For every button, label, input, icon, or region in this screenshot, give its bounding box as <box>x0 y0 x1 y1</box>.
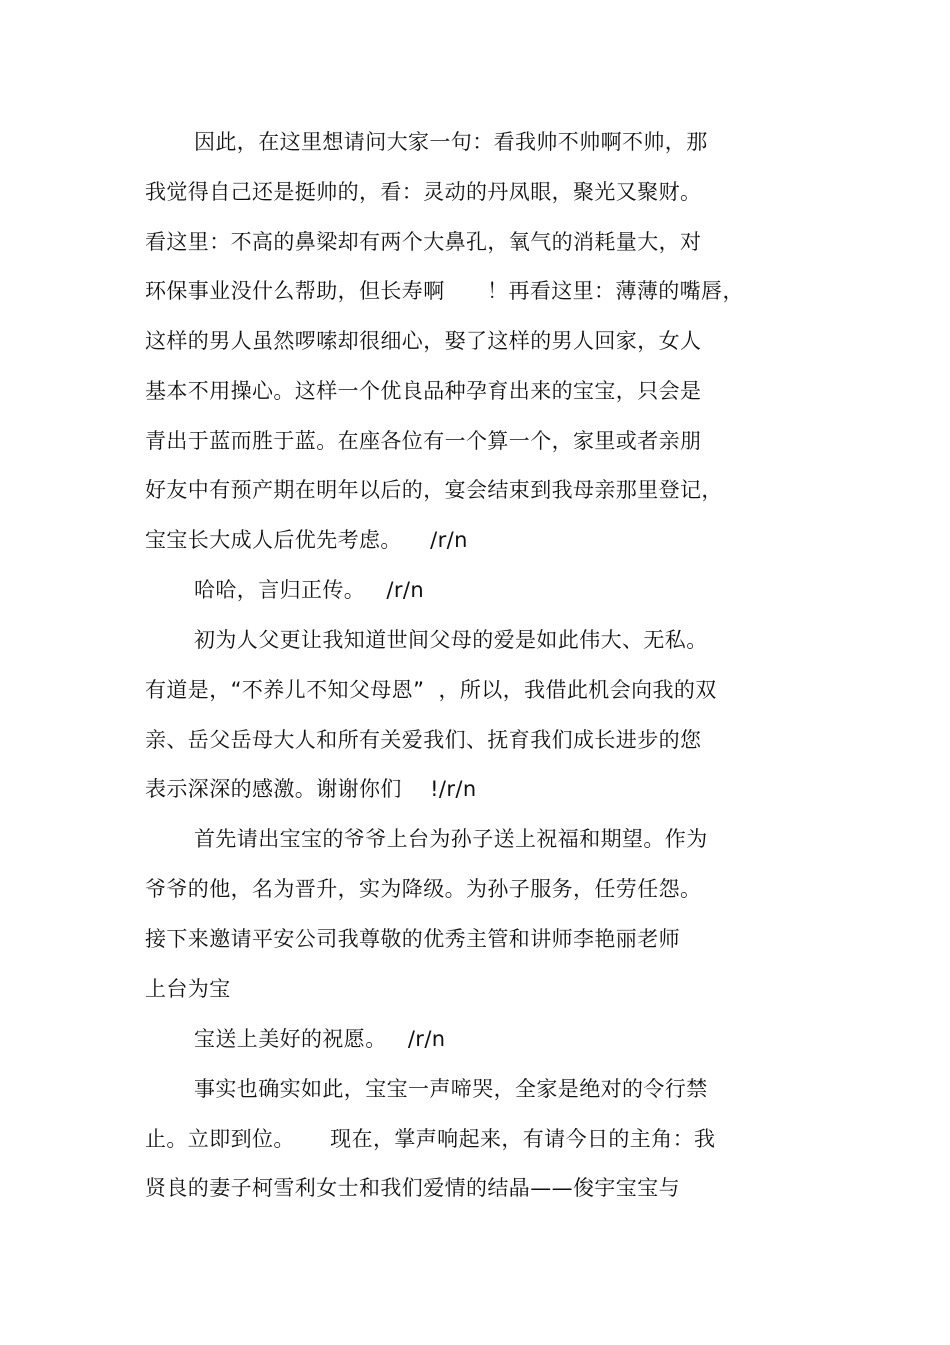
paragraph-line: 环保事业没什么帮助，但长寿啊 ！再看这里：薄薄的嘴唇， <box>145 279 744 303</box>
paragraph-line: 我觉得自己还是挺帅的，看：灵动的丹凤眼，聚光又聚财。 <box>145 180 702 204</box>
paragraph-line: 事实也确实如此，宝宝一声啼哭，全家是绝对的令行禁 <box>194 1077 708 1101</box>
paragraph-line: 爷爷的他，名为晋升，实为降级。为孙子服务，任劳任怨。 <box>145 877 702 901</box>
paragraph-line: 因此，在这里想请问大家一句：看我帅不帅啊不帅，那 <box>194 130 708 154</box>
paragraph-line: 看这里：不高的鼻梁却有两个大鼻孔，氧气的消耗量大，对 <box>145 230 702 254</box>
paragraph-line: 上台为宝 <box>145 977 231 1001</box>
paragraph-line: 贤良的妻子柯雪利女士和我们爱情的结晶——俊宇宝宝与 <box>145 1176 680 1200</box>
paragraph-line: 亲、岳父岳母大人和所有关爱我们、抚育我们成长进步的您 <box>145 728 702 752</box>
paragraph-line: 初为人父更让我知道世间父母的爱是如此伟大、无私。 <box>194 628 708 652</box>
paragraph-line: 止。立即到位。 现在，掌声响起来，有请今日的主角：我 <box>145 1127 716 1151</box>
paragraph-line: 哈哈，言归正传。 /r/n <box>194 578 425 602</box>
paragraph-line: 宝送上美好的祝愿。 /r/n <box>194 1027 446 1051</box>
paragraph-line: 好友中有预产期在明年以后的，宴会结束到我母亲那里登记， <box>145 478 723 502</box>
paragraph-line: 表示深深的感激。谢谢你们 !/r/n <box>145 777 477 801</box>
paragraph-line: 首先请出宝宝的爷爷上台为孙子送上祝福和期望。作为 <box>194 827 708 851</box>
paragraph-line: 宝宝长大成人后优先考虑。 /r/n <box>145 528 468 552</box>
paragraph-line: 青出于蓝而胜于蓝。在座各位有一个算一个，家里或者亲朋 <box>145 429 702 453</box>
paragraph-line: 接下来邀请平安公司我尊敬的优秀主管和讲师李艳丽老师 <box>145 927 680 951</box>
paragraph-line: 有道是，“不养儿不知父母恩” ，所以，我借此机会向我的双 <box>145 678 717 702</box>
paragraph-line: 这样的男人虽然啰嗦却很细心，娶了这样的男人回家，女人 <box>145 329 702 353</box>
paragraph-line: 基本不用操心。这样一个优良品种孕育出来的宝宝，只会是 <box>145 379 702 403</box>
